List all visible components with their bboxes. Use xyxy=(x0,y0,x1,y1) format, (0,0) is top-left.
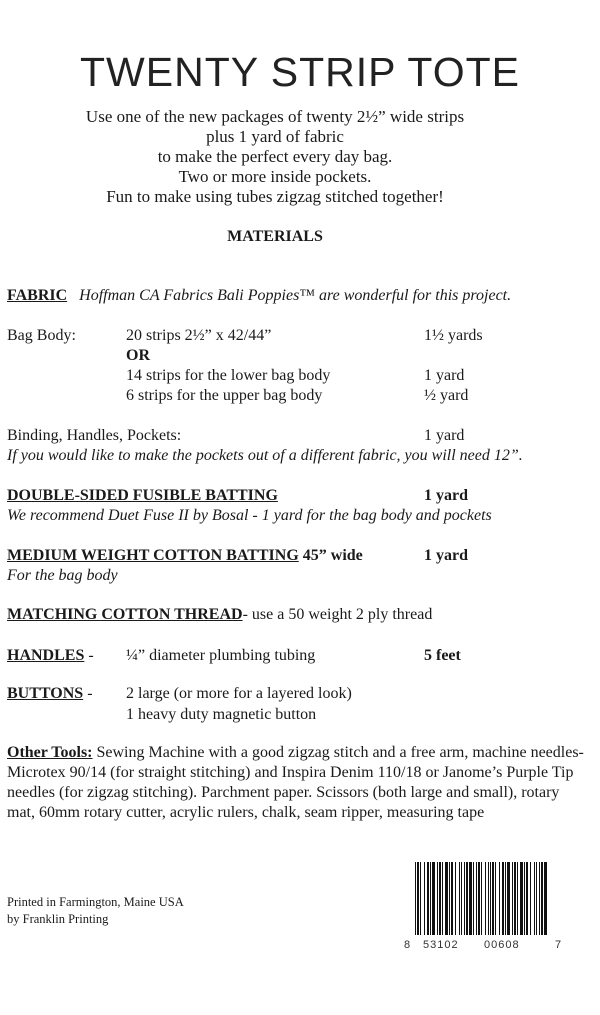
bag-body-row-desc: 14 strips for the lower bag body xyxy=(126,367,331,384)
barcode-bar xyxy=(478,862,480,935)
barcode-bar xyxy=(534,862,535,935)
thread-line xyxy=(7,605,432,625)
barcode-bar xyxy=(417,862,419,935)
cotton-batting-qty: 1 yard xyxy=(424,547,468,564)
barcode-bar xyxy=(485,862,486,935)
barcode-bar xyxy=(469,862,472,935)
barcode-bar xyxy=(459,862,460,935)
barcode-bar xyxy=(451,862,453,935)
materials-heading: MATERIALS xyxy=(227,228,323,245)
bag-body-row-desc: 6 strips for the upper bag body xyxy=(126,387,323,404)
barcode-bar xyxy=(481,862,482,935)
handles-qty: 5 feet xyxy=(424,647,461,664)
barcode-bar xyxy=(466,862,468,935)
printed-info xyxy=(7,894,184,928)
buttons-label: BUTTONS xyxy=(7,685,84,702)
printed-line: Printed in Farmington, Maine USA xyxy=(7,895,184,909)
cotton-batting-note: For the bag body xyxy=(7,567,118,584)
intro-text xyxy=(0,107,550,207)
barcode-bar xyxy=(430,862,431,935)
fusible-qty: 1 yard xyxy=(424,487,468,504)
fabric-label: FABRIC xyxy=(7,287,68,304)
barcode-bar xyxy=(464,862,465,935)
intro-line: Two or more inside pockets. xyxy=(178,167,372,186)
binding-qty: 1 yard xyxy=(424,427,465,444)
bag-body-row-qty: 1½ yards xyxy=(424,327,483,344)
binding-label: Binding, Handles, Pockets: xyxy=(7,427,182,444)
barcode-bar xyxy=(420,862,421,935)
barcode-bar xyxy=(437,862,438,935)
barcode-bar xyxy=(520,862,523,935)
barcode-bar xyxy=(517,862,518,935)
bag-body-row-qty: 1 yard xyxy=(424,367,465,384)
buttons-line: 2 large (or more for a layered look) xyxy=(126,685,352,702)
barcode-bar xyxy=(524,862,525,935)
buttons-dash: - xyxy=(87,685,93,702)
barcode-image xyxy=(413,862,549,935)
thread-text: - use a 50 weight 2 ply thread xyxy=(242,606,433,623)
barcode-bar xyxy=(476,862,477,935)
barcode-digit: 8 xyxy=(404,939,412,951)
handles-label: HANDLES xyxy=(7,647,85,664)
barcode-bar xyxy=(439,862,441,935)
barcode-bar xyxy=(490,862,491,935)
barcode-bar xyxy=(449,862,450,935)
barcode-bar xyxy=(424,862,425,935)
intro-line: to make the perfect every day bag. xyxy=(157,147,393,166)
handles-dash: - xyxy=(88,647,94,664)
barcode-bar xyxy=(427,862,429,935)
intro-line: plus 1 yard of fabric xyxy=(206,127,344,146)
barcode-bar xyxy=(526,862,528,935)
fusible-label: DOUBLE-SIDED FUSIBLE BATTING xyxy=(7,487,278,504)
binding-note: If you would like to make the pockets out of a different fabric, you will need 12”. xyxy=(7,447,523,464)
barcode-bar xyxy=(536,862,537,935)
cotton-batting-label: MEDIUM WEIGHT COTTON BATTING xyxy=(7,547,299,564)
barcode-bar xyxy=(539,862,540,935)
bag-body-row-desc: 20 strips 2½” x 42/44” xyxy=(126,327,272,344)
barcode-bar xyxy=(432,862,435,935)
page-title: TWENTY STRIP TOTE xyxy=(80,49,520,95)
handles-desc: ¼” diameter plumbing tubing xyxy=(126,647,316,664)
other-tools xyxy=(7,743,587,823)
barcode-digits: 53102 xyxy=(423,939,459,951)
barcode-bar xyxy=(415,862,416,935)
buttons-label-line xyxy=(7,684,93,704)
barcode-bar xyxy=(473,862,474,935)
barcode-bar xyxy=(492,862,494,935)
barcode-bar xyxy=(488,862,489,935)
intro-line: Fun to make using tubes zigzag stitched together! xyxy=(106,187,444,206)
cotton-batting-width: 45” wide xyxy=(302,547,363,564)
barcode-bar xyxy=(512,862,513,935)
other-tools-label: Other Tools: xyxy=(7,744,93,761)
bag-body-row-qty: ½ yard xyxy=(424,387,469,404)
thread-label: MATCHING COTTON THREAD xyxy=(7,606,243,623)
barcode-bar xyxy=(445,862,448,935)
fusible-note: We recommend Duet Fuse II by Bosal - 1 yard for the bag body and pockets xyxy=(7,507,492,524)
intro-line: Use one of the new packages of twenty 2½” wide strips xyxy=(85,107,465,126)
barcode-bar xyxy=(455,862,456,935)
barcode-bar xyxy=(544,862,547,935)
bag-body-or: OR xyxy=(126,347,150,364)
barcode-digit: 7 xyxy=(555,939,563,951)
barcode-bar xyxy=(541,862,543,935)
barcode-bar xyxy=(442,862,443,935)
barcode-bar xyxy=(499,862,500,935)
barcode-bar xyxy=(530,862,531,935)
barcode-bar xyxy=(507,862,510,935)
cotton-batting-line xyxy=(7,546,363,566)
buttons-line: 1 heavy duty magnetic button xyxy=(126,706,317,723)
barcode-bar xyxy=(502,862,504,935)
bag-body-label: Bag Body: xyxy=(7,327,76,344)
barcode-bar xyxy=(461,862,462,935)
fabric-note: Hoffman CA Fabrics Bali Poppies™ are wonderful for this project. xyxy=(79,287,512,304)
barcode-digits: 00608 xyxy=(484,939,520,951)
barcode-bar xyxy=(505,862,506,935)
fabric-section xyxy=(7,286,511,306)
handles-label-line xyxy=(7,646,94,666)
barcode-bar xyxy=(514,862,516,935)
printed-line: by Franklin Printing xyxy=(7,912,109,926)
barcode-bar xyxy=(495,862,496,935)
other-tools-text: Sewing Machine with a good zigzag stitch and a free arm, machine needles- Microtex 90/14 (for straight stitching) and Inspira Denim 110/18 or Janome’s Purple Tip needles (for zigzag stitching). Parchment paper. Scissors (both large and small), rotary mat, 60mm rotary cutter, acrylic rulers, chalk, seam ripper, measuring tape xyxy=(7,744,584,821)
